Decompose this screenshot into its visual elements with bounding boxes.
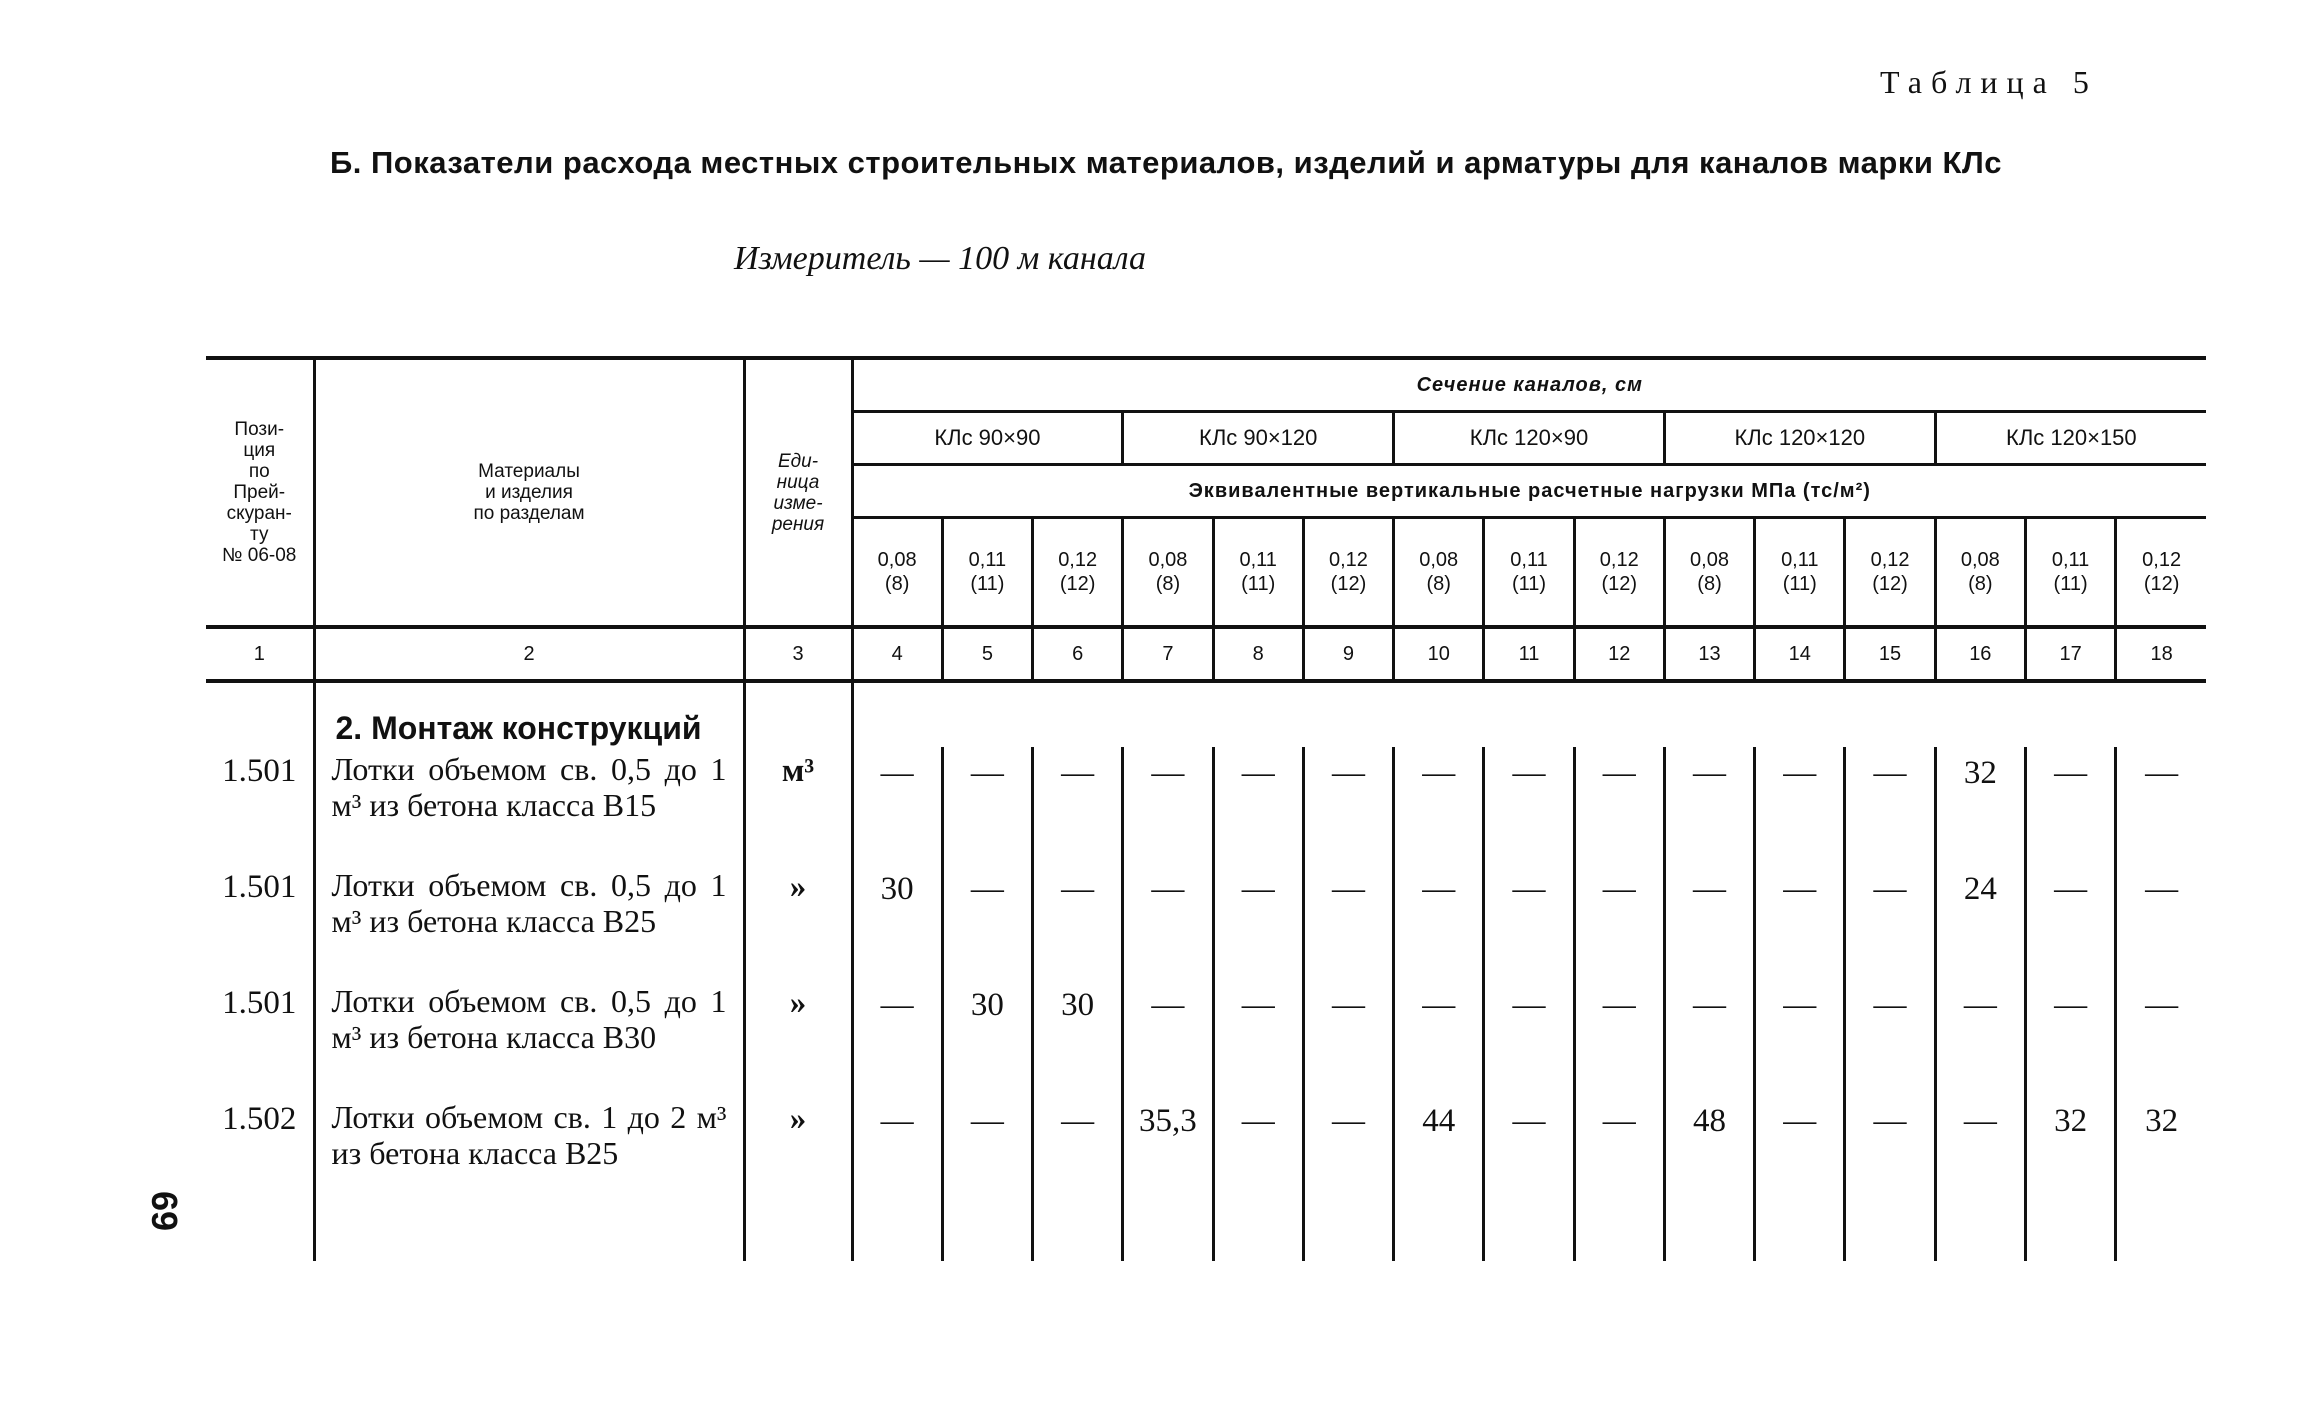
empty-cell — [1935, 1211, 2025, 1261]
value-cell: 30 — [1033, 979, 1123, 1095]
load-value: 0,12 — [1058, 549, 1098, 571]
value-cell: — — [942, 863, 1032, 979]
load-value: 0,08 — [1960, 549, 2000, 571]
empty-cell — [744, 1211, 852, 1261]
loads-label: Эквивалентные вертикальные расчетные нагрузки МПа (тс/м²) — [852, 465, 2206, 518]
value-cell: — — [2025, 747, 2115, 863]
load-value-tc: (8) — [1426, 573, 1451, 595]
value-cell: — — [1394, 747, 1484, 863]
value-cell: 30 — [852, 863, 942, 979]
value-cell: — — [1935, 979, 2025, 1095]
empty-cell — [1484, 1211, 1574, 1261]
table-title: Б. Показатели расхода местных строительных материалов, изделий и арматуры для каналов марки КЛс — [330, 145, 2002, 180]
header-line: ница — [776, 471, 820, 493]
load-header — [1664, 518, 1754, 628]
value-cell: — — [2025, 863, 2115, 979]
value-cell: — — [1574, 747, 1664, 863]
value-cell: — — [1033, 747, 1123, 863]
material-cell: Лотки объемом св. 1 до 2 м³ из бетона класса B25 — [314, 1095, 744, 1211]
value-cell: — — [2116, 979, 2206, 1095]
load-value: 0,11 — [2051, 549, 2090, 571]
column-number: 10 — [1394, 627, 1484, 681]
value-cell: 24 — [1935, 863, 2025, 979]
position-cell: 1.501 — [206, 747, 314, 863]
materials-header — [314, 358, 744, 627]
column-number: 6 — [1033, 627, 1123, 681]
column-number: 14 — [1755, 627, 1845, 681]
channel-group-header: КЛс 90×120 — [1123, 412, 1394, 465]
load-value-tc: (8) — [1968, 573, 1993, 595]
table-row — [206, 747, 2206, 863]
load-value: 0,11 — [1239, 549, 1277, 571]
value-cell: — — [1664, 747, 1754, 863]
value-cell: 32 — [2025, 1095, 2115, 1211]
value-cell: 44 — [1394, 1095, 1484, 1211]
value-cell: — — [1484, 747, 1574, 863]
load-value-tc: (11) — [1241, 573, 1276, 595]
header-line: Прей- — [233, 482, 286, 503]
position-header — [206, 358, 314, 627]
column-number: 2 — [314, 627, 744, 681]
load-header — [1484, 518, 1574, 628]
channel-group-header: КЛс 120×90 — [1394, 412, 1665, 465]
load-value: 0,08 — [1419, 549, 1459, 571]
header-line: и изделия — [485, 482, 573, 503]
value-cell: — — [942, 747, 1032, 863]
column-number: 4 — [852, 627, 942, 681]
column-number: 8 — [1213, 627, 1303, 681]
empty-cell — [942, 1211, 1032, 1261]
empty-cell — [1574, 1211, 1664, 1261]
header-line: ту — [250, 524, 269, 545]
empty-cell — [1123, 1211, 1213, 1261]
load-value: 0,08 — [1690, 549, 1729, 571]
table-label: Таблица 5 — [1880, 64, 2098, 100]
load-value-tc: (11) — [1511, 573, 1547, 595]
value-cell: — — [1033, 1095, 1123, 1211]
empty-cell — [1845, 1211, 1935, 1261]
header-line: № 06-08 — [222, 545, 297, 566]
load-header — [1213, 518, 1303, 628]
value-cell: — — [1303, 747, 1393, 863]
empty-cell — [314, 1211, 744, 1261]
table-row — [206, 863, 2206, 979]
column-number: 17 — [2025, 627, 2115, 681]
column-number: 16 — [1935, 627, 2025, 681]
header-line: Пози- — [234, 419, 285, 440]
value-cell: 30 — [942, 979, 1032, 1095]
header-line: по — [248, 461, 270, 482]
load-value-tc: (8) — [1697, 573, 1722, 595]
consumption-table — [206, 356, 2206, 1261]
empty-cell — [206, 681, 314, 747]
value-cell: 35,3 — [1123, 1095, 1213, 1211]
value-cell: — — [1845, 863, 1935, 979]
empty-cell — [2116, 1211, 2206, 1261]
load-header — [1574, 518, 1664, 628]
position-cell: 1.502 — [206, 1095, 314, 1211]
load-value-tc: (12) — [1601, 573, 1638, 595]
empty-cell — [744, 681, 852, 747]
load-header — [2116, 518, 2206, 628]
header-line: по разделам — [473, 503, 585, 524]
column-number: 3 — [744, 627, 852, 681]
header-line: изме- — [773, 492, 823, 514]
channel-group-header: КЛс 120×150 — [1935, 412, 2206, 465]
column-number: 12 — [1574, 627, 1664, 681]
filler-row — [206, 1211, 2206, 1261]
load-value: 0,11 — [968, 549, 1007, 571]
value-cell: — — [1213, 863, 1303, 979]
load-value-tc: (11) — [970, 573, 1005, 595]
load-value: 0,08 — [1148, 549, 1188, 571]
load-value: 0,08 — [877, 549, 917, 571]
value-cell: — — [1303, 1095, 1393, 1211]
empty-cell — [206, 1211, 314, 1261]
meter-caption: Измеритель — 100 м канала — [734, 240, 1146, 277]
material-cell: Лотки объемом св. 0,5 до 1 м³ из бетона класса B15 — [314, 747, 744, 863]
load-header — [852, 518, 942, 628]
position-cell: 1.501 — [206, 979, 314, 1095]
value-cell: — — [1213, 1095, 1303, 1211]
column-number: 7 — [1123, 627, 1213, 681]
value-cell: — — [1574, 979, 1664, 1095]
value-cell: — — [2025, 979, 2115, 1095]
empty-cell — [852, 681, 2206, 747]
value-cell: — — [852, 1095, 942, 1211]
unit-header — [744, 358, 852, 627]
load-value-tc: (12) — [1330, 573, 1367, 595]
load-value: 0,11 — [1781, 549, 1819, 571]
load-header — [1845, 518, 1935, 628]
section-title: 2. Монтаж конструкций — [314, 681, 744, 747]
value-cell: 32 — [2116, 1095, 2206, 1211]
load-header — [2025, 518, 2115, 628]
value-cell: — — [1484, 863, 1574, 979]
value-cell: — — [1213, 979, 1303, 1095]
empty-cell — [1033, 1211, 1123, 1261]
column-number: 15 — [1845, 627, 1935, 681]
value-cell: — — [2116, 747, 2206, 863]
header-line: рения — [771, 513, 825, 535]
load-value-tc: (8) — [1155, 573, 1181, 595]
value-cell: — — [1484, 1095, 1574, 1211]
load-value-tc: (8) — [884, 573, 910, 595]
value-cell: — — [1394, 979, 1484, 1095]
value-cell: — — [1303, 863, 1393, 979]
channel-group-header: КЛс 90×90 — [852, 412, 1123, 465]
load-value-tc: (11) — [2053, 573, 2088, 595]
value-cell: — — [2116, 863, 2206, 979]
value-cell: — — [1845, 979, 1935, 1095]
value-cell: — — [1033, 863, 1123, 979]
unit-cell: » — [744, 863, 852, 979]
value-cell: — — [1755, 1095, 1845, 1211]
load-value: 0,12 — [1328, 549, 1368, 571]
value-cell: — — [1574, 1095, 1664, 1211]
value-cell: — — [852, 979, 942, 1095]
channel-group-header: КЛс 120×120 — [1664, 412, 1935, 465]
value-cell: — — [1845, 1095, 1935, 1211]
value-cell: 32 — [1935, 747, 2025, 863]
unit-cell: » — [744, 1095, 852, 1211]
header-line: ция — [243, 440, 276, 461]
load-value: 0,11 — [1510, 549, 1548, 571]
load-header — [1755, 518, 1845, 628]
load-value-tc: (12) — [1872, 573, 1908, 595]
column-number: 5 — [942, 627, 1032, 681]
empty-cell — [1664, 1211, 1754, 1261]
empty-cell — [1303, 1211, 1393, 1261]
section-header: Сечение каналов, см — [852, 358, 2206, 412]
load-header — [1123, 518, 1213, 628]
position-cell: 1.501 — [206, 863, 314, 979]
value-cell: — — [1484, 979, 1574, 1095]
value-cell: — — [1664, 863, 1754, 979]
load-header — [1394, 518, 1484, 628]
load-header — [1303, 518, 1393, 628]
load-header — [1935, 518, 2025, 628]
empty-cell — [852, 1211, 942, 1261]
header-line: Материалы — [478, 461, 580, 482]
load-value-tc: (12) — [1059, 573, 1096, 595]
table-row — [206, 979, 2206, 1095]
value-cell: — — [942, 1095, 1032, 1211]
column-number: 9 — [1303, 627, 1393, 681]
table-row — [206, 1095, 2206, 1211]
header-line: Еди- — [777, 450, 819, 472]
value-cell: — — [1123, 979, 1213, 1095]
value-cell: — — [1664, 979, 1754, 1095]
value-cell: — — [852, 747, 942, 863]
value-cell: — — [1755, 747, 1845, 863]
material-cell: Лотки объемом св. 0,5 до 1 м³ из бетона класса B25 — [314, 863, 744, 979]
value-cell: — — [1123, 863, 1213, 979]
column-number: 13 — [1664, 627, 1754, 681]
load-header — [1033, 518, 1123, 628]
header-line: скуран- — [226, 503, 292, 524]
empty-cell — [2025, 1211, 2115, 1261]
material-cell: Лотки объемом св. 0,5 до 1 м³ из бетона класса B30 — [314, 979, 744, 1095]
unit-cell: м³ — [744, 747, 852, 863]
column-number: 11 — [1484, 627, 1574, 681]
value-cell: — — [1755, 979, 1845, 1095]
load-header — [942, 518, 1032, 628]
value-cell: — — [1845, 747, 1935, 863]
load-value: 0,12 — [2142, 549, 2182, 571]
load-value-tc: (12) — [2143, 573, 2180, 595]
value-cell: — — [1574, 863, 1664, 979]
column-number: 1 — [206, 627, 314, 681]
load-value: 0,12 — [1870, 549, 1910, 571]
page-number: 69 — [144, 1190, 186, 1232]
load-value-tc: (11) — [1782, 573, 1817, 595]
value-cell: — — [1755, 863, 1845, 979]
value-cell: — — [1935, 1095, 2025, 1211]
value-cell: 48 — [1664, 1095, 1754, 1211]
value-cell: — — [1213, 747, 1303, 863]
unit-cell: » — [744, 979, 852, 1095]
value-cell: — — [1394, 863, 1484, 979]
empty-cell — [1213, 1211, 1303, 1261]
column-number: 18 — [2116, 627, 2206, 681]
empty-cell — [1755, 1211, 1845, 1261]
value-cell: — — [1123, 747, 1213, 863]
load-value: 0,12 — [1599, 549, 1639, 571]
value-cell: — — [1303, 979, 1393, 1095]
empty-cell — [1394, 1211, 1484, 1261]
